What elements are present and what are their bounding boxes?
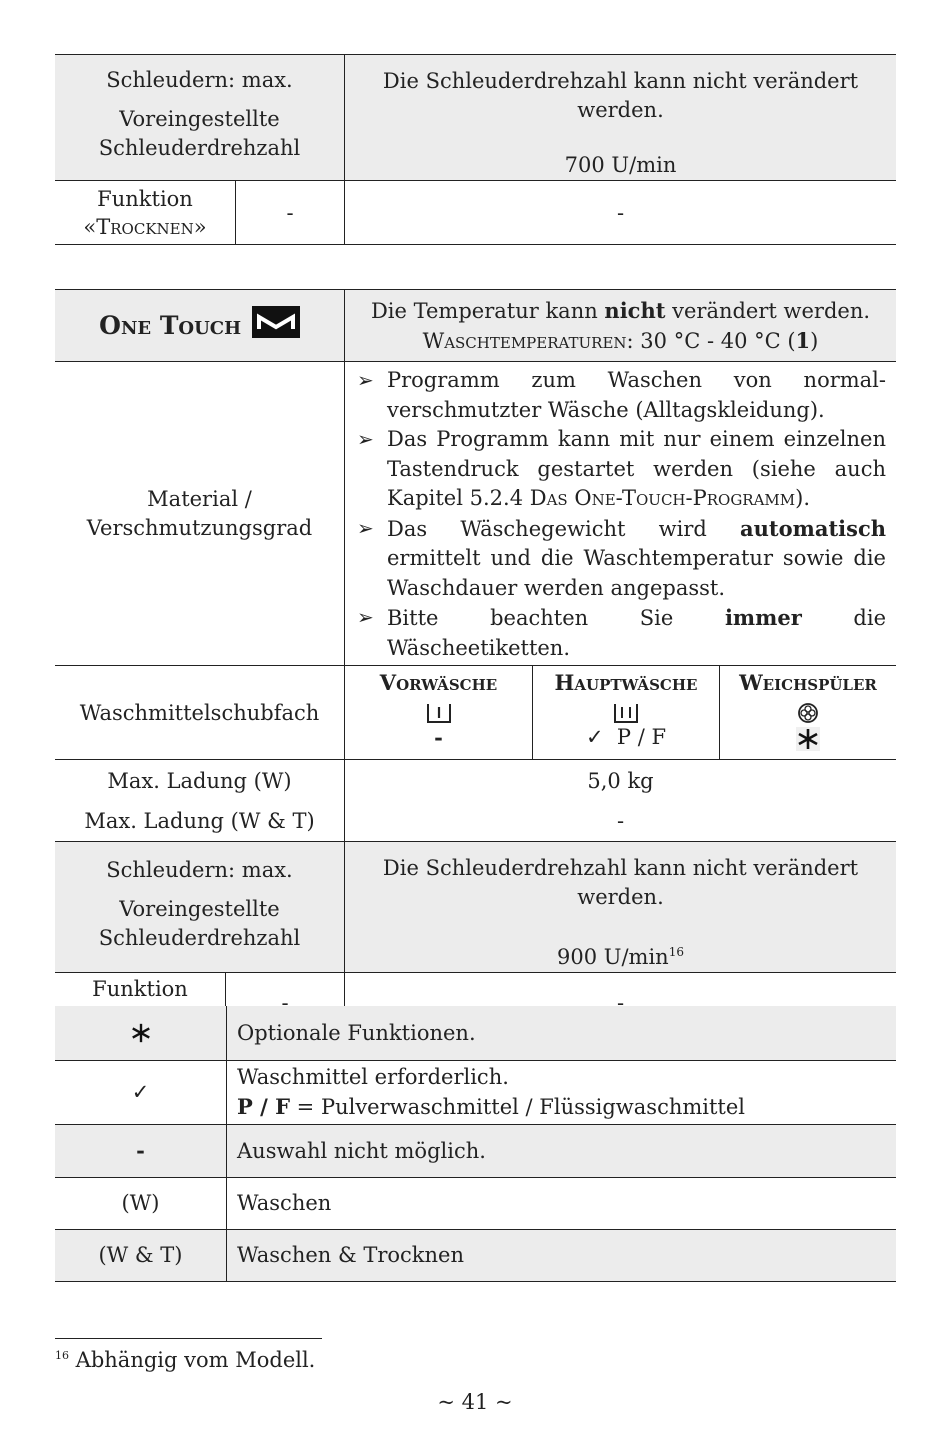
preset-label-1: Voreingestellte: [119, 107, 280, 131]
dry-label-2: «Trocknen»: [83, 214, 207, 239]
footnote: [55, 1348, 315, 1372]
arrow-bullet-icon: ➢: [357, 515, 374, 540]
legend-wt-text: Waschen & Trocknen: [237, 1243, 464, 1267]
legend-w-symbol: (W): [55, 1177, 227, 1229]
footnote-number: 16: [55, 1349, 69, 1362]
legend-dash-text: Auswahl nicht möglich.: [237, 1138, 486, 1163]
temperature-line-1: Die Temperatur kann nicht verändert werden.: [370, 297, 871, 323]
mainwash-cell: [533, 666, 720, 760]
prewash-cell: [345, 666, 533, 760]
program-title: One Touch: [99, 311, 242, 340]
dry-value-cell: -: [616, 990, 625, 1015]
spin-table-top: [55, 54, 896, 245]
legend-wt-symbol: (W & T): [55, 1229, 227, 1281]
arrow-bullet-icon: ➢: [357, 605, 374, 629]
bullet-item: ➢ Das Wäschegewicht wird automatisch ermittelt und die Waschtemperatur sowie die Waschdauer werden angepasst.: [357, 515, 886, 600]
mainwash-compartment-icon: [611, 701, 641, 727]
dry-label-cell: [55, 181, 236, 245]
optional-asterisk-icon: [796, 727, 820, 751]
bullet-item: ➢ Das Programm kann mit nur einem einzelnen Tastendruck gestartet werden (siehe auch Kapitel 5.2.4 Das One-Touch-Programm).: [357, 427, 886, 510]
prewash-header: Vorwäsche: [379, 670, 498, 695]
dry-mid-cell: -: [236, 181, 345, 245]
prewash-compartment-icon: [424, 701, 454, 727]
page-number: ~ 41 ~: [437, 1390, 513, 1414]
legend-symbol-cell: [55, 1006, 227, 1060]
arrow-bullet-icon: ➢: [357, 368, 374, 392]
arrow-bullet-icon: ➢: [357, 427, 374, 451]
material-bullets-cell: [345, 362, 897, 666]
dry-label-1: Funktion: [97, 186, 193, 211]
load-wt-label: Max. Ladung (W & T): [84, 808, 315, 833]
spin-value: Die Schleuderdrehzahl kann nicht verändert werden.: [382, 856, 859, 909]
legend-optional-text: Optionale Funktionen.: [237, 1020, 476, 1045]
load-w-value: 5,0 kg: [587, 768, 654, 793]
preset-value: 900 $U/\min^{16}$: [557, 945, 684, 969]
spin-label: Schleudern: max.: [106, 857, 293, 882]
drawer-label-cell: Waschmittelschubfach: [55, 666, 345, 760]
dry-label-1: Funktion: [92, 976, 188, 1001]
preset-value: 700 U/min: [564, 153, 677, 177]
softener-header: Weichspüler: [739, 670, 877, 695]
footnote-separator: [55, 1338, 322, 1339]
legend-w-text: Waschen: [237, 1191, 332, 1215]
load-values-cell: [345, 760, 897, 842]
spin-values-cell: [345, 55, 897, 181]
preset-label-1: Voreingestellte: [119, 896, 280, 921]
dry-label-2: «Trocknen»: [78, 1004, 202, 1029]
legend-detergent-cell: [227, 1060, 897, 1124]
spin-values-cell: [345, 842, 897, 973]
spin-labels-cell: [55, 842, 345, 973]
legend-pf-line: P / F = Pulverwaschmittel / Flüssigwaschmittel: [237, 1093, 746, 1119]
spin-value: Die Schleuderdrehzahl kann nicht verändert werden.: [382, 69, 859, 122]
load-labels-cell: [55, 760, 345, 842]
bullet-item: ➢ Bitte beachten Sie immer die Wäscheetiketten.: [357, 605, 886, 660]
spin-label: Schleudern: max.: [106, 68, 293, 92]
spin-labels-cell: [55, 55, 345, 181]
bullet-list: [345, 362, 896, 665]
softener-cell: [720, 666, 897, 760]
temperature-line-2: Waschtemperaturen: 30 °C - 40 °C (1): [422, 327, 819, 353]
dry-value-cell: -: [616, 200, 625, 225]
legend-table: [55, 1006, 896, 1282]
footnote-marker: 16: [668, 945, 684, 959]
bullet-item: ➢ Programm zum Waschen von normal-verschmutzter Wäsche (Alltagskleidung).: [357, 368, 886, 422]
dry-mid-cell: -: [226, 973, 345, 1033]
optional-asterisk-icon: [130, 1022, 152, 1044]
legend-detergent-text: Waschmittel erforderlich.: [237, 1064, 509, 1089]
one-touch-table: [55, 289, 896, 1033]
program-title-cell: [55, 290, 345, 362]
check-icon: ✓: [585, 725, 604, 749]
legend-check-icon: ✓: [55, 1060, 227, 1124]
material-label-2: Verschmutzungsgrad: [86, 515, 313, 540]
one-touch-icon: [252, 306, 300, 338]
prewash-value: -: [434, 725, 443, 750]
load-w-label: Max. Ladung (W): [107, 768, 292, 793]
mainwash-header: Hauptwäsche: [554, 670, 698, 695]
footnote-text: Abhängig vom Modell.: [69, 1348, 316, 1372]
material-label-cell: [55, 362, 345, 666]
legend-dash-symbol: -: [55, 1124, 227, 1177]
temperature-cell: [345, 290, 897, 362]
load-wt-value: -: [616, 808, 625, 833]
preset-label-2: Schleuderdrehzahl: [98, 136, 301, 160]
preset-label-2: Schleuderdrehzahl: [98, 925, 301, 950]
flower-softener-icon: [796, 701, 820, 725]
mainwash-value: ✓ P / F: [585, 725, 667, 749]
material-label-1: Material /: [147, 486, 252, 511]
